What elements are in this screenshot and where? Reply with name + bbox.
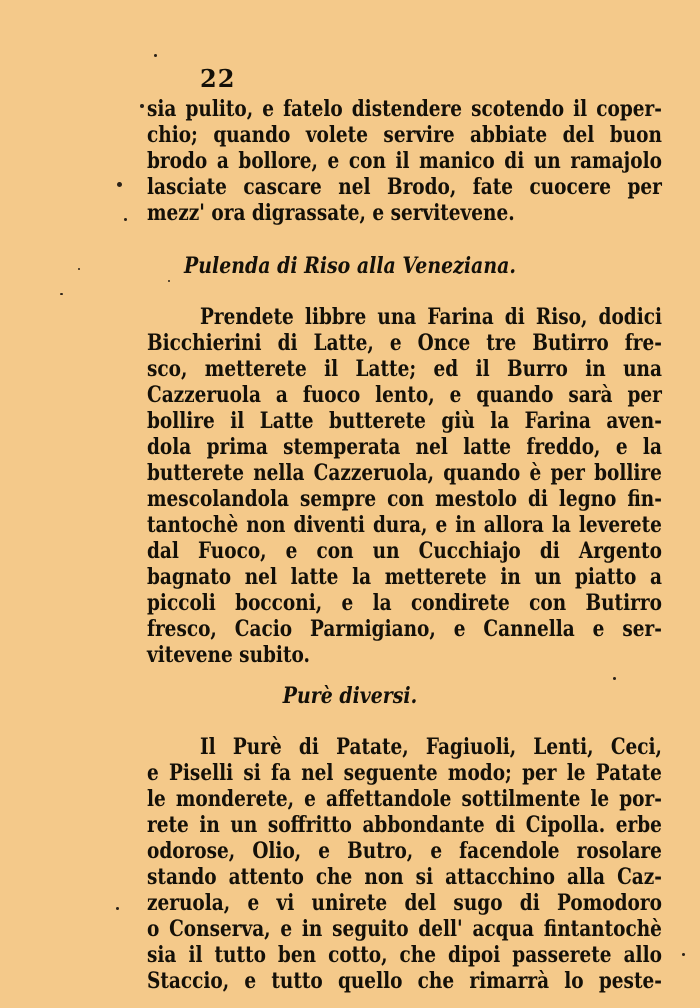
ink-speck bbox=[154, 54, 157, 57]
text-line: Il Purè di Patate, Fagiuoli, Lenti, Ceci, bbox=[200, 734, 662, 760]
text-line: zeruola, e vi unirete del sugo di Pomodoro bbox=[147, 890, 662, 916]
text-line: e Piselli si fa nel seguente modo; per le Patate bbox=[147, 760, 662, 786]
ink-speck bbox=[60, 293, 63, 295]
text-line: bagnato nel latte la metterete in un piatto a bbox=[147, 564, 662, 590]
text-line: bollire il Latte butterete giù la Farina aven- bbox=[147, 408, 662, 434]
ink-speck bbox=[117, 182, 122, 187]
ink-speck bbox=[116, 907, 119, 910]
ink-speck bbox=[682, 953, 685, 956]
text-line: piccoli bocconi, e la condirete con Butirro bbox=[147, 590, 662, 616]
text-line: dal Fuoco, e con un Cucchiajo di Argento bbox=[147, 538, 662, 564]
page-number: 22 bbox=[200, 64, 236, 93]
text-line: butterete nella Cazzeruola, quando è per bollire bbox=[147, 460, 662, 486]
text-line: mescolandola sempre con mestolo di legno fin- bbox=[147, 486, 662, 512]
text-line: dola prima stemperata nel latte freddo, e la bbox=[147, 434, 662, 460]
text-line: mezz' ora digrassate, e servitevene. bbox=[147, 200, 515, 226]
text-line: Prendete libbre una Farina di Riso, dodici bbox=[200, 304, 662, 330]
text-line: odorose, Olio, e Butro, e facendole rosolare bbox=[147, 838, 662, 864]
text-line: sco, metterete il Latte; ed il Burro in una bbox=[147, 356, 662, 382]
recipe-heading: Purè diversi. bbox=[282, 683, 418, 709]
text-line: o Conserva, e in seguito dell' acqua fintantochè bbox=[147, 916, 662, 942]
text-line: Cazzeruola a fuoco lento, e quando sarà per bbox=[147, 382, 662, 408]
text-line: vitevene subito. bbox=[147, 642, 310, 668]
text-line: tantochè non diventi dura, e in allora la leverete bbox=[147, 512, 662, 538]
text-line: chio; quando volete servire abbiate del buon bbox=[147, 122, 662, 148]
text-line: brodo a bollore, e con il manico di un ramajolo bbox=[147, 148, 662, 174]
ink-speck bbox=[613, 677, 616, 680]
recipe-heading: Pulenda di Riso alla Veneziana. bbox=[184, 253, 516, 279]
text-line: rete in un soffritto abbondante di Cipolla. erbe bbox=[147, 812, 662, 838]
ink-speck bbox=[168, 280, 170, 282]
ink-speck bbox=[140, 104, 144, 108]
text-line: Bicchierini di Latte, e Once tre Butirro fre- bbox=[147, 330, 662, 356]
text-line: le monderete, e affettandole sottilmente le por- bbox=[147, 786, 662, 812]
text-line: lasciate cascare nel Brodo, fate cuocere per bbox=[147, 174, 662, 200]
text-line: sia pulito, e fatelo distendere scotendo il coper- bbox=[147, 96, 662, 122]
text-line: fresco, Cacio Parmigiano, e Cannella e ser- bbox=[147, 616, 662, 642]
ink-speck bbox=[124, 218, 127, 221]
text-line: Staccio, e tutto quello che rimarrà lo peste- bbox=[147, 968, 662, 994]
ink-speck bbox=[78, 268, 80, 270]
text-line: stando attento che non si attacchino alla Caz- bbox=[147, 864, 662, 890]
text-line: sia il tutto ben cotto, che dipoi passerete allo bbox=[147, 942, 662, 968]
